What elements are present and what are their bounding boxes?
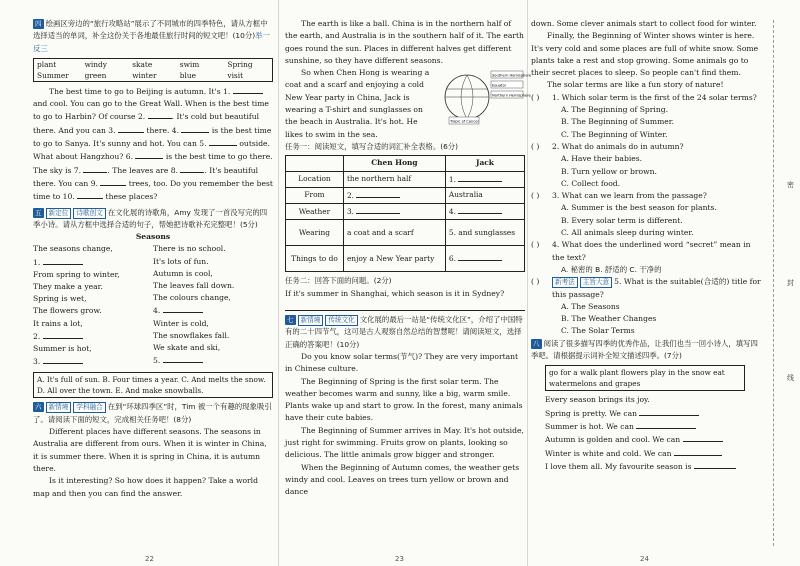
reading-paragraph: The Beginning of Spring is the first solar term. The weather becomes warm and sunny, like a big, warm smile. Plants wake up and start to grow. In the forest, many animals have their cute babies. [285,376,523,423]
answer-blank[interactable] [674,447,722,456]
word: skate [132,59,153,69]
answer-cell[interactable]: 1. [445,171,524,187]
seal-char: 封 [787,279,794,287]
section-heading: 五 新定位 诗歌创文 在文化展的诗歌角，Amy 发现了一首没写完的四季小诗。请从方框中选择合适的句子，帮她把诗歌补充完整吧！(5分) [33,207,268,229]
word: swim [179,59,200,69]
reading-paragraph: When the Beginning of Autumn comes, the weather gets windy and cool. Leaves on trees turn yellow or brown and dance [285,462,520,497]
answer-blank[interactable] [43,330,83,339]
answer-cell[interactable]: 3. [343,204,445,220]
answer-cell[interactable]: 4. [445,204,524,220]
reading-paragraph: The solar terms are like a fun story of nature! [547,80,724,90]
word: Summer [37,70,69,80]
answer-blank[interactable] [233,85,263,94]
column-right [531,18,765,544]
answer-cell[interactable]: 5. and sunglasses [445,220,524,246]
answer-paren[interactable]: ( ) [531,240,540,250]
table-row: Wearing a coat and a scarf 5. and sunglasses [286,220,525,246]
answer-blank[interactable] [77,190,103,199]
word: winter [132,70,157,80]
answer-cell[interactable]: 6. [445,246,524,272]
answer-blank[interactable] [694,460,736,469]
hint-words: go for a walk plant flowers play in the snow eat watermelons and grapes [545,365,745,391]
question-5: ( ) 新考法 主旨大意 5. What is the suitable(合适的) title for this passage? A. The Seasons B. The Weather Changes C. The Solar Terms [531,277,761,336]
seal-char: 线 [787,374,794,382]
word: green [84,70,107,80]
answer-blank[interactable] [209,137,237,146]
reading-paragraph: The Beginning of Summer arrives in May. It's hot outside, just right for swimming. Fruits grow on plants, looking so delicious. The little animals grow bigger and stronger. [285,425,524,460]
answer-blank[interactable] [180,164,204,173]
diagram-label: Southern Hemisphere [492,73,532,78]
section-heading: 七 新情境 传统文化 文化展的最后一站是“传统文化区”，介绍了中国特有的二十四节气，这可是古人观察自然总结的智慧呢！请阅读短文，选择正确的答案吧！(10分) [285,315,523,349]
reading-paragraph: So when Chen Hong is wearing a coat and a scarf and enjoying a cold New Year party in China, Jack is wearing a T-shirt and sunglasses on the beach in Australia. It's hot. He likes to swim in the sea. [285,68,430,139]
table-row: Things to do enjoy a New Year party 6. [286,246,525,272]
answer-blank[interactable] [100,177,126,186]
section-number: 四 [35,20,42,28]
diagram-label: Northern Hemisphere [492,93,531,98]
answer-blank[interactable] [43,355,83,364]
section-heading: 四 绘画区旁边的“旅行攻略站”展示了不同城市的四季特色，请从方框中选择适当的单词，补全这份关于各地最佳旅行时间的短文吧！(10分)举一反三 [33,19,270,53]
answer-blank[interactable] [118,124,144,133]
question-2: ( ) 2. What do animals do in autumn? A. Have their babies. B. Turn yellow or brown. C. Collect food. [531,141,684,188]
page-number: 24 [640,555,649,563]
info-table [285,155,525,272]
table-row: From 2. Australia [286,187,525,203]
answer-blank[interactable] [43,256,83,265]
cloze-passage: The best time to go to Beijing is autumn. It's 1. and cool. You can go to the Great Wall. When is the best time to go to Harbin? Of course 2. . It's cold but beautiful there. And you can 3. there. 4. is the best time to go to Sanya. It's sunny and hot. You can 5. outside. What about Hangzhou? 6. is the best time to go there. The sky is 7. . The leaves are 8. . It's beautiful there. You can 9. trees, too. Do you remember the best time to 10. these places? [33,86,273,202]
poem-options: A. It's full of sun. B. Four times a year. C. And melts the snow. D. All over the town. E. And make snowballs. [33,372,273,398]
reading-paragraph: Different places have different seasons. The seasons in Australia are different from ours. When it is winter in China, it is summer there. When it is spring in China, it is autumn there. [33,427,267,473]
task-heading: 任务二：回答下面的问题。(2分) [285,276,392,286]
reading-paragraph: Is it interesting? So how does it happen? Take a world map and then you can find the answer. [33,476,258,498]
word: windy [84,59,107,69]
page-number: 23 [395,555,404,563]
word: blue [179,70,197,80]
task-heading: 任务一：阅读短文，填写合适的词汇补全表格。(6分) [285,141,459,151]
section-heading: 六 新情境 学科融合 在到“环球四季区”时，Tim 被一个有趣的现象吸引了。请阅读下面的短文，完成相关任务吧！(8分) [33,402,272,424]
seal-line [773,20,774,546]
answer-blank[interactable] [181,124,209,133]
answer-blank[interactable] [683,433,723,442]
answer-cell[interactable]: 2. [343,187,445,203]
reading-paragraph: Finally, the Beginning of Winter shows winter is here. It's very cold and some places are full of white snow. Some plants take a rest and stop growing. Some animals go to their secret places to sleep. So people can't find them. [531,31,759,78]
poem-title: Seasons [135,232,171,242]
seal-char: 密 [787,181,794,189]
answer-paren[interactable]: ( ) [531,191,540,201]
word: Spring [227,59,253,69]
reading-paragraph: Do you know solar terms(节气)? They are very important in Chinese culture. [285,351,519,374]
question-3: ( ) 3. What can we learn from the passage? A. Summer is the best season for plants. B. Every solar term is different. C. All animals sleep during winter. [531,191,717,238]
reading-paragraph: down. Some clever animals start to collect food for winter. [531,19,757,28]
word-bank [33,58,273,82]
answer-blank[interactable] [163,354,203,363]
page-divider [278,0,279,566]
answer-paren[interactable]: ( ) [531,92,540,102]
poem-right: There is no school. It's lots of fun. Autumn is cool, The leaves fall down. The colours change, 4. Winter is cold, The snowflakes fall. We skate and ski, 5. [153,244,235,366]
table-header: Chen Hong [343,156,445,171]
table-header: Jack [445,156,524,171]
column-left [33,18,273,544]
table-header [286,156,344,171]
answer-blank[interactable] [639,407,699,416]
writing-lines: Every season brings its joy. Spring is pretty. We can Summer is hot. We can Autumn is golden and cool. We can Winter is white and cold. We can I love them all. My favourite season is [531,394,765,473]
table-row: Weather 3. 4. [286,204,525,220]
section-heading: 八 阅读了很多描写四季的优秀作品，让我们也当一回小诗人，填写四季吧。请根据提示词补全短文描述四季。(7分) [531,338,758,361]
page-number: 22 [145,555,154,563]
earth-diagram [441,67,532,127]
answer-paren[interactable]: ( ) [531,277,540,287]
answer-blank[interactable] [163,304,203,313]
page-divider [527,0,528,566]
answer-blank[interactable] [135,150,163,159]
question-1: ( ) 1. Which solar term is the first of the 24 solar terms? A. The Beginning of Spring. B. The Beginning of Summer. C. The Beginning of Winter. [531,92,757,139]
question-4: ( ) 4. What does the underlined word “secret” mean in the text? A. 秘密的 B. 舒适的 C. 干净的 [531,240,751,274]
diagram-label: Equator [492,83,507,88]
answer-blank[interactable] [636,420,696,429]
column-middle [285,18,532,544]
answer-paren[interactable]: ( ) [531,141,540,151]
poem-left: The seasons change, 1. From spring to winter, They make a year. Spring is wet, The flowers grow. It rains a lot, 2. Summer is hot, 3. [33,244,120,367]
answer-blank[interactable] [83,164,107,173]
word: plant [37,59,57,69]
diagram-label: Tropic of Cancer [450,119,479,124]
answer-line[interactable] [285,300,525,311]
word: visit [227,70,244,80]
answer-blank[interactable] [148,110,172,119]
reading-paragraph: The earth is like a ball. China is in the northern half of the earth, and Australia is in the southern half of it. The earth goes round the sun. Places in different halves get different sunshine, so they have different seasons. [285,19,524,65]
table-header-row [286,156,525,171]
poem [33,243,273,368]
task-question: If it's summer in Shanghai, which season is it in Sydney? [285,288,505,298]
table-row: Location the northern half 1. [286,171,525,187]
